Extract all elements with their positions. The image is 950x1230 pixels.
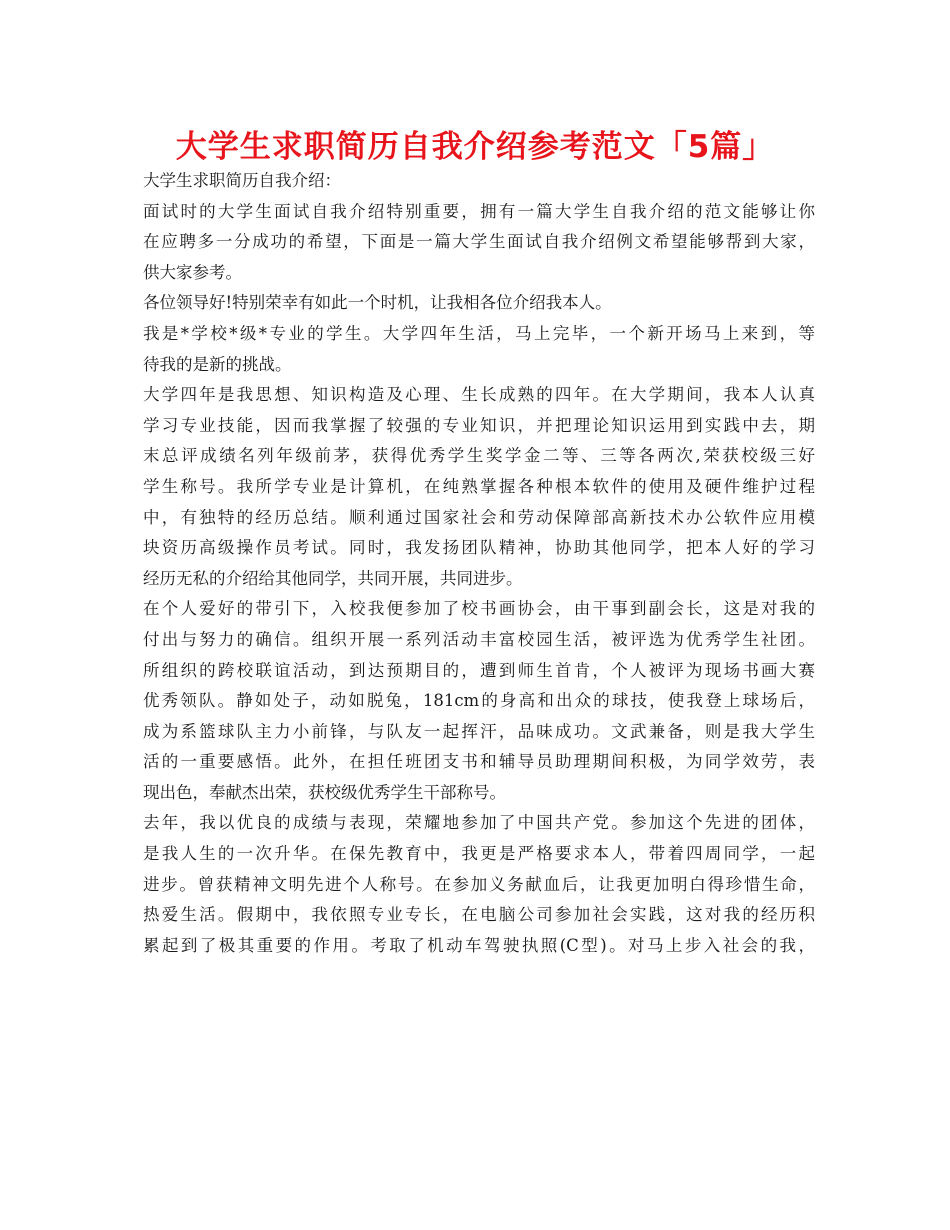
text-line: 各位领导好!特别荣幸有如此一个时机，让我相各位介绍我本人。 bbox=[143, 293, 612, 313]
text-line: 优秀领队。静如处子，动如脱兔，181cm的身高和出众的球技，使我登上球场后， bbox=[143, 691, 815, 711]
text-line: 在个人爱好的带引下，入校我便参加了校书画协会，由干事到副会长，这是对我的 bbox=[143, 599, 815, 619]
text-line: 大学生求职简历自我介绍： bbox=[143, 171, 341, 190]
text-line: 进步。曾获精神文明先进个人称号。在参加义务献血后，让我更加明白得珍惜生命， bbox=[143, 874, 815, 894]
text-line: 所组织的跨校联谊活动，到达预期目的，遭到师生首肯，个人被评为现场书画大赛 bbox=[143, 660, 815, 680]
text-line: 末总评成绩名列年级前茅，获得优秀学生奖学金二等、三等各两次,荣获校级三好 bbox=[143, 446, 815, 466]
text-line: 活的一重要感悟。此外，在担任班团支书和辅导员助理期间积极，为同学效劳，表 bbox=[143, 752, 815, 772]
text-line: 在应聘多一分成功的希望，下面是一篇大学生面试自我介绍例文希望能够帮到大家， bbox=[143, 232, 815, 252]
text-line: 去年，我以优良的成绩与表现，荣耀地参加了中国共产党。参加这个先进的团体， bbox=[143, 813, 815, 833]
text-line: 现出色，奉献杰出荣，获校级优秀学生干部称号。 bbox=[143, 782, 506, 802]
text-line: 成为系篮球队主力小前锋，与队友一起挥汗，品味成功。文武兼备，则是我大学生 bbox=[143, 721, 815, 741]
text-line: 块资历高级操作员考试。同时，我发扬团队精神，协助其他同学，把本人好的学习 bbox=[143, 538, 815, 558]
text-line: 供大家参考。 bbox=[143, 262, 242, 282]
text-line: 累起到了极其重要的作用。考取了机动车驾驶执照(C型)。对马上步入社会的我， bbox=[143, 935, 815, 955]
text-line: 付出与努力的确信。组织开展一系列活动丰富校园生活，被评选为优秀学生社团。 bbox=[143, 629, 815, 649]
text-line: 学习专业技能，因而我掌握了较强的专业知识，并把理论知识运用到实践中去，期 bbox=[143, 415, 815, 435]
document-title: 大学生求职简历自我介绍参考范文「5篇」 bbox=[175, 129, 775, 165]
document-body bbox=[143, 166, 815, 961]
text-line: 待我的是新的挑战。 bbox=[143, 354, 292, 374]
text-line: 经历无私的介绍给其他同学，共同开展，共同进步。 bbox=[143, 568, 523, 588]
text-line: 是我人生的一次升华。在保先教育中，我更是严格要求本人，带着四周同学，一起 bbox=[143, 844, 815, 864]
text-line: 我是*学校*级*专业的学生。大学四年生活，马上完毕，一个新开场马上来到，等 bbox=[143, 323, 815, 343]
text-line: 面试时的大学生面试自我介绍特别重要，拥有一篇大学生自我介绍的范文能够让你 bbox=[143, 201, 815, 221]
text-line: 热爱生活。假期中，我依照专业专长，在电脑公司参加社会实践，这对我的经历积 bbox=[143, 905, 815, 925]
text-line: 中，有独特的经历总结。顺利通过国家社会和劳动保障部高新技术办公软件应用模 bbox=[143, 507, 815, 527]
text-line: 学生称号。我所学专业是计算机，在纯熟掌握各种根本软件的使用及硬件维护过程 bbox=[143, 476, 815, 496]
text-line: 大学四年是我思想、知识构造及心理、生长成熟的四年。在大学期间，我本人认真 bbox=[143, 385, 815, 405]
